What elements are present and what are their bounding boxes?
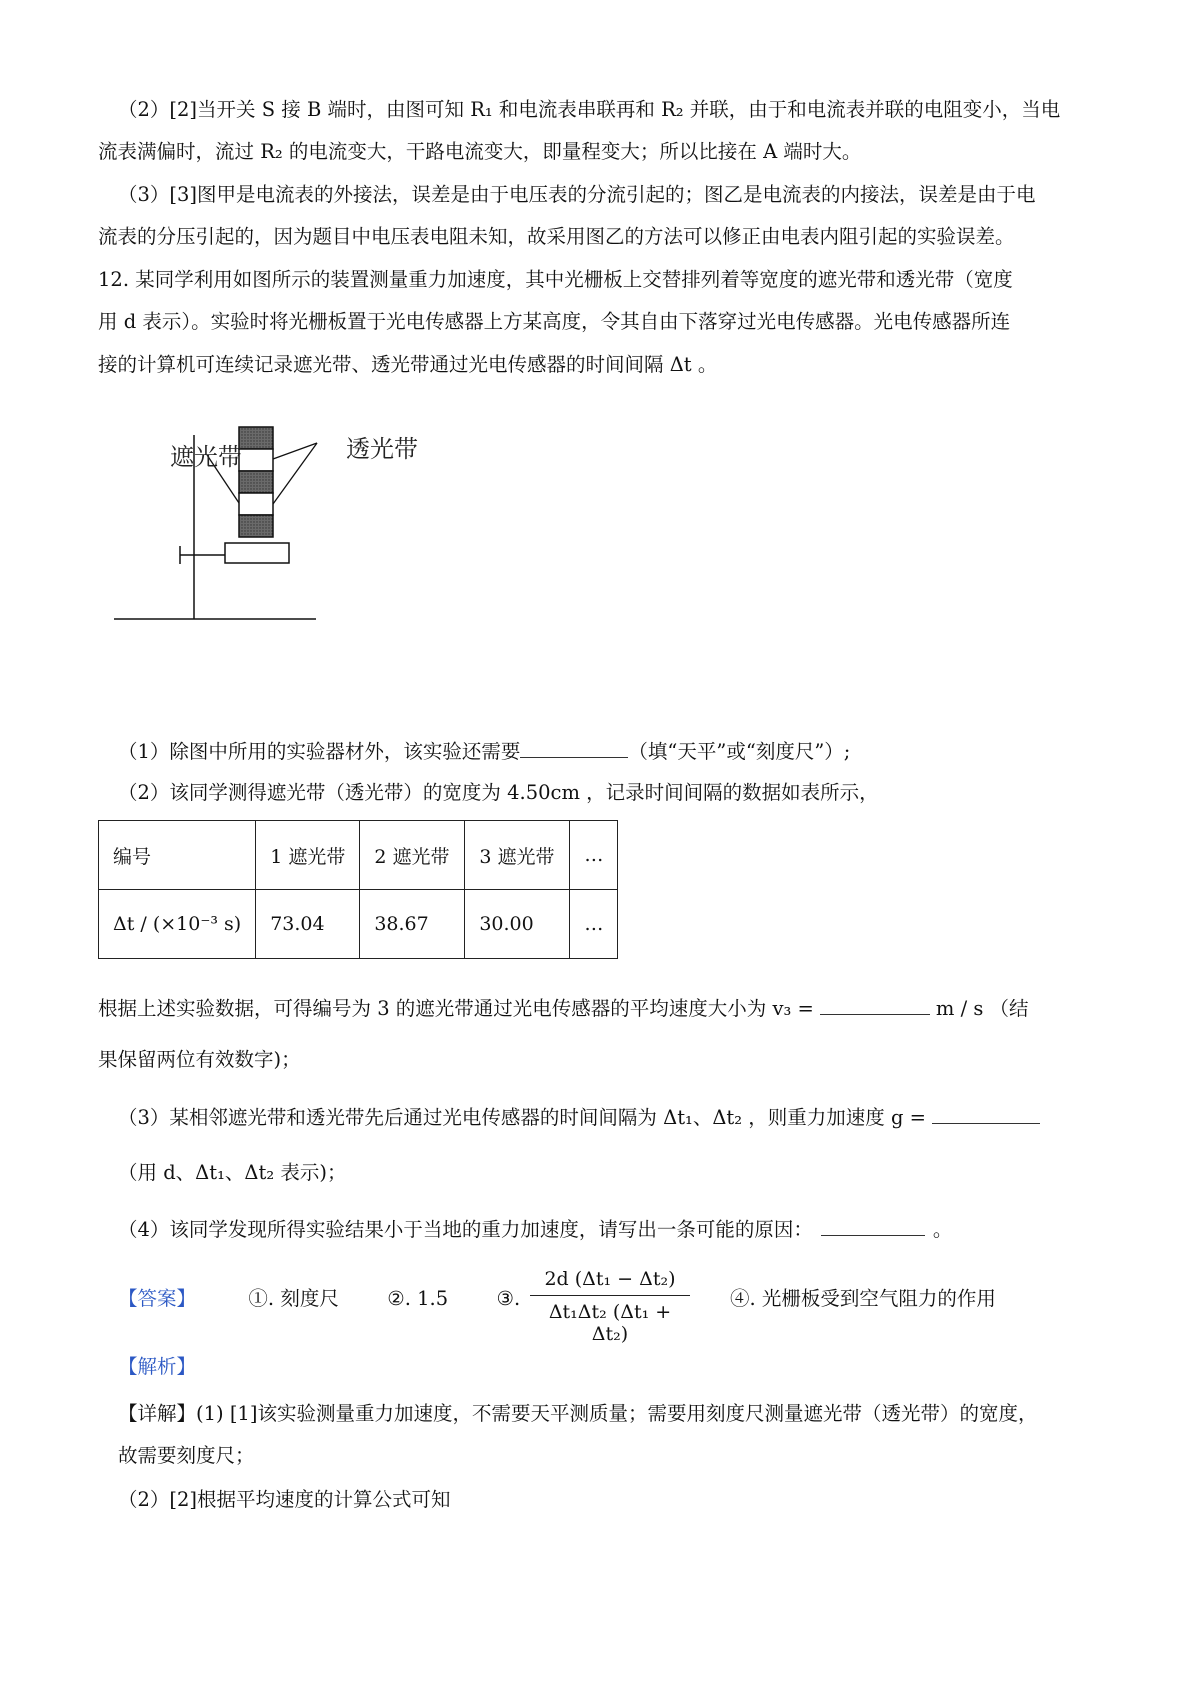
sub-question-1-tail: （填“天平”或“刻度尺”）; [628,740,851,763]
opaque-strip-1 [239,427,273,449]
answer-blank-2 [820,994,930,1015]
answer-4: ④. 光栅板受到空气阻力的作用 [730,1287,996,1310]
answer-1: ①. 刻度尺 [248,1287,339,1310]
detail-line-3: （2）[2]根据平均速度的计算公式可知 [118,1488,451,1511]
transparent-strip-1 [239,449,273,471]
answer-blank-4 [821,1215,925,1236]
opaque-strip-3 [239,515,273,537]
table-header-cell: 编号 [99,821,256,890]
answer-3-prefix: ③. [496,1287,521,1310]
para-3-line-2: 流表的分压引起的，因为题目中电压表电阻未知，故采用图乙的方法可以修正由电表内阻引起的实验误差。 [98,225,1015,248]
para-2-line-2: 流表满偏时，流过 R₂ 的电流变大，干路电流变大，即量程变大；所以比接在 A 端时大。 [98,140,862,163]
sub-question-2: （2）该同学测得遮光带（透光带）的宽度为 4.50cm ，记录时间间隔的数据如表所示， [118,781,879,804]
analysis-label: 【解析】 [118,1355,197,1378]
answer-3-fraction [530,1268,690,1345]
detail-line-1: 【详解】(1) [1]该实验测量重力加速度，不需要天平测质量；需要用刻度尺测量遮光带（透光带）的宽度， [118,1402,1038,1425]
grating-apparatus-figure [112,425,432,680]
para-3-line-1: （3）[3]图甲是电流表的外接法，误差是由于电压表的分流引起的；图乙是电流表的内接法，误差是由于电 [118,183,1036,206]
transparent-strip-2 [239,493,273,515]
fraction-denominator: Δt₁Δt₂ (Δt₁ + Δt₂) [548,1301,672,1345]
sub-question-4-tail: 。 [932,1218,953,1241]
velocity-prompt: 根据上述实验数据，可得编号为 3 的遮光带通过光电传感器的平均速度大小为 v₃ = [98,997,814,1020]
sub-question-1-text: （1）除图中所用的实验器材外，该实验还需要 [118,740,521,763]
para-2-line-1: （2）[2]当开关 S 接 B 端时，由图可知 R₁ 和电流表串联再和 R₂ 并联，由于和电流表并联的电阻变小，当电 [118,98,1061,121]
table-cell: … [570,890,618,959]
table-cell: 38.67 [360,890,465,959]
table-cell: 30.00 [465,890,570,959]
table-header-cell: 3 遮光带 [465,821,570,890]
table-cell: 73.04 [256,890,360,959]
photoelectric-sensor [225,543,289,563]
sub-question-3-line-2: （用 d、Δt₁、Δt₂ 表示)； [118,1161,347,1184]
question-12-line-2: 用 d 表示）。实验时将光栅板置于光电传感器上方某高度，令其自由下落穿过光电传感器。光电传感器所连 [98,310,1011,333]
opaque-strip-2 [239,471,273,493]
sub-question-2-follow-line-2: 果保留两位有效数字)； [98,1048,301,1071]
answer-blank-3 [932,1103,1040,1124]
answer-line [118,1285,520,1313]
answer-blank-1 [520,737,628,758]
sub-question-4 [118,1215,952,1244]
table-row-label: Δt / (×10⁻³ s) [99,890,256,959]
label-opaque-strip: 遮光带 [170,443,242,471]
detail-line-2: 故需要刻度尺； [118,1444,255,1467]
velocity-unit: m / s （结 [935,997,1029,1020]
table-header-row [99,821,618,890]
sub-question-3-line-1 [118,1103,1040,1132]
table-header-cell: 2 遮光带 [360,821,465,890]
sub-question-4-text: （4）该同学发现所得实验结果小于当地的重力加速度，请写出一条可能的原因： [118,1218,813,1241]
table-header-cell: … [570,821,618,890]
answer-2: ②. 1.5 [387,1287,449,1310]
answer-label: 【答案】 [118,1287,197,1310]
label-transparent-strip: 透光带 [346,435,418,463]
fraction-numerator: 2d (Δt₁ − Δt₂) [530,1268,690,1296]
question-12-line-3: 接的计算机可连续记录遮光带、透光带通过光电传感器的时间间隔 Δt 。 [98,353,718,376]
table-row [99,890,618,959]
table-header-cell: 1 遮光带 [256,821,360,890]
sub-question-1 [118,737,850,766]
sub-question-3-text: （3）某相邻遮光带和透光带先后通过光电传感器的时间间隔为 Δt₁、Δt₂ ，则重力加速度 g = [118,1106,926,1129]
sub-question-2-follow-line-1 [98,994,1029,1023]
question-12-line-1: 12. 某同学利用如图所示的装置测量重力加速度，其中光栅板上交替排列着等宽度的遮光带和透光带（宽度 [98,268,1013,291]
time-interval-table [98,820,618,959]
